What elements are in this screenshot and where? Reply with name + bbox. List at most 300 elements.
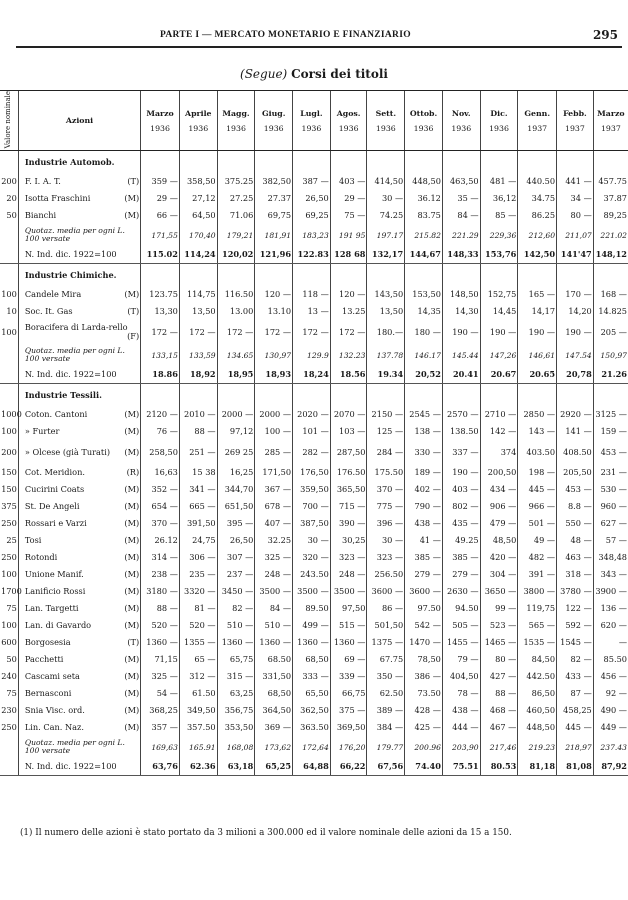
price-cell: 420 — xyxy=(480,549,518,566)
price-cell: 18,24 xyxy=(293,366,331,384)
stock-name: Boracifera di Larda-rello (F) xyxy=(18,320,140,344)
price-cell: 367 — xyxy=(255,481,293,498)
price-cell: 121,96 xyxy=(255,246,293,264)
price-cell: 390 — xyxy=(330,515,367,532)
price-cell: 403.50 xyxy=(518,440,557,464)
price-cell: 375 — xyxy=(330,702,367,719)
table-row xyxy=(0,320,628,344)
price-cell: 407 — xyxy=(255,515,293,532)
price-cell: 16,63 xyxy=(141,464,180,481)
price-cell: 205,50 xyxy=(557,464,594,481)
price-cell: 307 — xyxy=(217,549,255,566)
exchange-tag: (M) xyxy=(124,722,140,733)
index-row xyxy=(0,758,628,776)
price-cell: 212,60 xyxy=(518,224,557,246)
price-cell: 348,48 xyxy=(593,549,628,566)
table-row xyxy=(0,634,628,651)
price-cell: 448,50 xyxy=(518,719,557,736)
price-cell: 221.02 xyxy=(593,224,628,246)
stock-name: Candele Mira (M) xyxy=(18,286,140,303)
price-cell: 169,63 xyxy=(141,736,180,758)
price-cell: 78 — xyxy=(442,685,480,702)
price-cell: 119,75 xyxy=(518,600,557,617)
nominal-value: 250 xyxy=(1,552,17,563)
stock-name: Rotondi (M) xyxy=(18,549,140,566)
section-label: Industrie Automob. xyxy=(18,151,140,174)
price-cell: 1360 — xyxy=(141,634,180,651)
price-cell: 16,25 xyxy=(217,464,255,481)
price-cell: 341 — xyxy=(179,481,217,498)
price-cell: 654 — xyxy=(141,498,180,515)
price-cell: 357 — xyxy=(141,719,180,736)
nominal-value: 75 xyxy=(6,603,17,614)
price-cell: 21.26 xyxy=(593,366,628,384)
price-cell: 665 — xyxy=(179,498,217,515)
exchange-tag: (T) xyxy=(127,176,140,187)
price-cell: 172,64 xyxy=(293,736,331,758)
price-cell: 364,50 xyxy=(255,702,293,719)
price-cell: 435 — xyxy=(442,515,480,532)
price-cell: 13.00 xyxy=(217,303,255,320)
price-cell: 1360 — xyxy=(255,634,293,651)
price-cell: 330 — xyxy=(405,440,443,464)
price-cell: 138 — xyxy=(405,423,443,440)
price-cell: 198 — xyxy=(518,464,557,481)
price-cell: 375.25 xyxy=(217,173,255,190)
price-cell: 2000 — xyxy=(217,406,255,423)
table-row xyxy=(0,481,628,498)
price-cell: 200,50 xyxy=(480,464,518,481)
table-row xyxy=(0,651,628,668)
price-cell: 81 — xyxy=(179,600,217,617)
price-cell: 238 — xyxy=(141,566,180,583)
table-row xyxy=(0,440,628,464)
price-cell: 73.50 xyxy=(405,685,443,702)
price-cell: 14,17 xyxy=(518,303,557,320)
price-cell: 132,17 xyxy=(367,246,405,264)
price-cell: 34.75 xyxy=(518,190,557,207)
price-cell: 402 — xyxy=(405,481,443,498)
price-cell: 320 — xyxy=(293,549,331,566)
nominal-value: 150 xyxy=(1,467,17,478)
price-cell: 1355 — xyxy=(179,634,217,651)
stock-name: N. Ind. dic. 1922=100 xyxy=(18,246,140,264)
price-cell: 463 — xyxy=(557,549,594,566)
price-cell: 3780 — xyxy=(557,583,594,600)
stock-name: Lan. di Gavardo (M) xyxy=(18,617,140,634)
nominal-value xyxy=(0,344,18,366)
price-cell: 284 — xyxy=(367,440,405,464)
price-cell: 1465 — xyxy=(480,634,518,651)
price-cell: 173,62 xyxy=(255,736,293,758)
stock-name: Bianchi (M) xyxy=(18,207,140,224)
price-cell: 287,50 xyxy=(330,440,367,464)
exchange-tag: (M) xyxy=(124,518,140,529)
price-cell: 76 — xyxy=(141,423,180,440)
price-cell: 333 — xyxy=(293,668,331,685)
stock-name: » Olcese (già Turati) (M) xyxy=(18,440,140,464)
stock-name: Borgosesia (T) xyxy=(18,634,140,651)
exchange-tag: (M) xyxy=(124,501,140,512)
price-cell: 64,50 xyxy=(179,207,217,224)
nominal-value: 1000 xyxy=(1,409,22,420)
price-cell: 251 — xyxy=(179,440,217,464)
price-cell: 428 — xyxy=(405,702,443,719)
stock-name: Quotaz. media per ogni L. 100 versate xyxy=(18,224,140,246)
price-cell: 374 xyxy=(480,440,518,464)
price-cell: 97,12 xyxy=(217,423,255,440)
price-cell: 24,75 xyxy=(179,532,217,549)
price-cell: 285 — xyxy=(255,440,293,464)
stock-name: St. De Angeli (M) xyxy=(18,498,140,515)
price-cell: 175.50 xyxy=(367,464,405,481)
price-cell: 41 — xyxy=(405,532,443,549)
price-cell: 116.50 xyxy=(217,286,255,303)
stock-name: Quotaz. media per ogni L. 100 versate xyxy=(18,344,140,366)
price-cell: 3800 — xyxy=(518,583,557,600)
price-cell: 343 — xyxy=(593,566,628,583)
price-cell: 82 — xyxy=(217,600,255,617)
price-cell: 200.96 xyxy=(405,736,443,758)
stock-prices-table xyxy=(0,90,628,776)
exchange-tag: (M) xyxy=(124,586,140,597)
exchange-tag: (M) xyxy=(124,603,140,614)
price-cell: 458,25 xyxy=(557,702,594,719)
nominal-value xyxy=(0,366,18,384)
price-cell: 408.50 xyxy=(557,440,594,464)
price-cell: 467 — xyxy=(480,719,518,736)
exchange-tag: (M) xyxy=(124,193,140,204)
price-cell: 115.02 xyxy=(141,246,180,264)
section-title: PARTE I — MERCATO MONETARIO E FINANZIARIO xyxy=(160,30,411,40)
price-cell: 80.53 xyxy=(480,758,518,776)
price-cell: 13,50 xyxy=(179,303,217,320)
price-cell: 153,50 xyxy=(405,286,443,303)
price-cell: 219.23 xyxy=(518,736,557,758)
price-cell: 168,08 xyxy=(217,736,255,758)
exchange-tag: (M) xyxy=(124,210,140,221)
price-cell: 3600 — xyxy=(405,583,443,600)
price-cell: 143,50 xyxy=(367,286,405,303)
price-cell: 190 — xyxy=(518,320,557,344)
price-cell: 449 — xyxy=(593,719,628,736)
price-cell: 74.25 xyxy=(367,207,405,224)
price-cell: 30 — xyxy=(367,190,405,207)
price-cell: 221.29 xyxy=(442,224,480,246)
price-cell: 3900 — xyxy=(593,583,628,600)
price-cell: 211,07 xyxy=(557,224,594,246)
month-header: Marzo 1936 xyxy=(141,91,180,151)
price-cell: 248 — xyxy=(330,566,367,583)
price-cell: 523 — xyxy=(480,617,518,634)
price-cell: 353,50 xyxy=(217,719,255,736)
price-cell: 82 — xyxy=(557,651,594,668)
price-cell: 282 — xyxy=(293,440,331,464)
price-cell: 404,50 xyxy=(442,668,480,685)
price-cell: 627 — xyxy=(593,515,628,532)
price-cell: 960 — xyxy=(593,498,628,515)
price-cell: 180.— xyxy=(367,320,405,344)
nominal-value: 50 xyxy=(6,654,17,665)
price-cell: 269 25 xyxy=(217,440,255,464)
month-header: Genn. 1937 xyxy=(518,91,557,151)
table-body xyxy=(0,151,628,776)
price-cell: 36,12 xyxy=(480,190,518,207)
price-cell: 3320 — xyxy=(179,583,217,600)
price-cell: 463,50 xyxy=(442,173,480,190)
quotation-row xyxy=(0,736,628,758)
price-cell: 172 — xyxy=(293,320,331,344)
price-cell: 134.65 xyxy=(217,344,255,366)
exchange-tag: (M) xyxy=(124,484,140,495)
price-cell: 13,50 xyxy=(367,303,405,320)
nominal-value: 10 xyxy=(6,306,17,317)
price-cell: 318 — xyxy=(557,566,594,583)
price-cell: 2120 — xyxy=(141,406,180,423)
price-cell: 315 — xyxy=(217,668,255,685)
price-cell: 510 — xyxy=(255,617,293,634)
price-cell: 191 95 xyxy=(330,224,367,246)
price-cell: 88 — xyxy=(141,600,180,617)
stock-name: Snia Visc. ord. (M) xyxy=(18,702,140,719)
exchange-tag: (T) xyxy=(127,637,140,648)
price-cell: 550 — xyxy=(557,515,594,532)
price-cell: 133,15 xyxy=(141,344,180,366)
price-cell: 190 — xyxy=(557,320,594,344)
price-cell: 94.50 xyxy=(442,600,480,617)
price-cell: 30 — xyxy=(293,532,331,549)
price-cell: 3500 — xyxy=(293,583,331,600)
table-caption xyxy=(0,67,628,81)
price-cell: 86.25 xyxy=(518,207,557,224)
price-cell: 203,90 xyxy=(442,736,480,758)
price-cell: 337 — xyxy=(442,440,480,464)
price-cell: 74.40 xyxy=(405,758,443,776)
exchange-tag: (M) xyxy=(124,654,140,665)
price-cell: 369,50 xyxy=(330,719,367,736)
table-row xyxy=(0,600,628,617)
price-cell: 1455 — xyxy=(442,634,480,651)
table-row xyxy=(0,190,628,207)
stock-name: Lin. Can. Naz. (M) xyxy=(18,719,140,736)
nominal-value xyxy=(0,736,18,758)
nominal-value: 25 xyxy=(6,535,17,546)
price-cell: 403 — xyxy=(330,173,367,190)
exchange-tag: (F) xyxy=(127,331,140,342)
stock-name: » Furter (M) xyxy=(18,423,140,440)
price-cell: 678 — xyxy=(255,498,293,515)
price-cell: 128 68 xyxy=(330,246,367,264)
month-header: Nov. 1936 xyxy=(442,91,480,151)
price-cell: 444 — xyxy=(442,719,480,736)
price-cell: 1360 — xyxy=(217,634,255,651)
price-cell: 118 — xyxy=(293,286,331,303)
price-cell: 453 — xyxy=(557,481,594,498)
price-cell: 359 — xyxy=(141,173,180,190)
exchange-tag: (M) xyxy=(124,535,140,546)
price-cell: 258,50 xyxy=(141,440,180,464)
price-cell: 114,75 xyxy=(179,286,217,303)
price-cell: 34 — xyxy=(557,190,594,207)
price-cell: 27.37 xyxy=(255,190,293,207)
price-cell: 71.06 xyxy=(217,207,255,224)
price-cell: 168 — xyxy=(593,286,628,303)
price-cell: 306 — xyxy=(179,549,217,566)
month-header: Febb. 1937 xyxy=(557,91,594,151)
nominal-value: 100 xyxy=(1,326,17,337)
price-cell: 438 — xyxy=(442,702,480,719)
price-cell: 64,88 xyxy=(293,758,331,776)
exchange-tag: (M) xyxy=(124,620,140,631)
price-cell: 170 — xyxy=(557,286,594,303)
price-cell: 172 — xyxy=(330,320,367,344)
price-cell: 49 — xyxy=(518,532,557,549)
price-cell: 368,25 xyxy=(141,702,180,719)
price-cell: 2150 — xyxy=(367,406,405,423)
nominal-value: 100 xyxy=(1,289,17,300)
stock-name: Isotta Fraschini (M) xyxy=(18,190,140,207)
exchange-tag: (M) xyxy=(124,688,140,699)
nominal-value: 250 xyxy=(1,518,17,529)
valore-header: Valore nominale xyxy=(0,91,18,151)
price-cell: 2920 — xyxy=(557,406,594,423)
price-cell: 3500 — xyxy=(330,583,367,600)
price-cell: 63,18 xyxy=(217,758,255,776)
price-cell: 20.67 xyxy=(480,366,518,384)
price-cell: 13 — xyxy=(293,303,331,320)
price-cell: 27.25 xyxy=(217,190,255,207)
table-header-row xyxy=(0,91,628,151)
price-cell: 80 — xyxy=(480,651,518,668)
price-cell: 215.82 xyxy=(405,224,443,246)
price-cell: 68,50 xyxy=(255,685,293,702)
price-cell: 67,56 xyxy=(367,758,405,776)
price-cell: 141 — xyxy=(557,423,594,440)
price-cell: 63,76 xyxy=(141,758,180,776)
price-cell: 456 — xyxy=(593,668,628,685)
price-cell: 147.54 xyxy=(557,344,594,366)
table-row xyxy=(0,173,628,190)
price-cell: 13,30 xyxy=(141,303,180,320)
price-cell: 159 — xyxy=(593,423,628,440)
price-cell: 505 — xyxy=(442,617,480,634)
section-row xyxy=(0,151,628,174)
price-cell: 14,35 xyxy=(405,303,443,320)
price-cell: 256.50 xyxy=(367,566,405,583)
quotation-row xyxy=(0,224,628,246)
price-cell: 197.17 xyxy=(367,224,405,246)
table-row xyxy=(0,583,628,600)
price-cell: — xyxy=(593,634,628,651)
price-cell: 385 — xyxy=(405,549,443,566)
nominal-value xyxy=(0,224,18,246)
stock-name: Soc. It. Gas (T) xyxy=(18,303,140,320)
price-cell: 440.50 xyxy=(518,173,557,190)
price-cell: 2630 — xyxy=(442,583,480,600)
price-cell: 152,75 xyxy=(480,286,518,303)
price-cell: 49.25 xyxy=(442,532,480,549)
price-cell: 218,97 xyxy=(557,736,594,758)
nominal-value: 100 xyxy=(1,426,17,437)
price-cell: 565 — xyxy=(518,617,557,634)
price-cell: 172 — xyxy=(141,320,180,344)
price-cell: 1360 — xyxy=(330,634,367,651)
price-cell: 36.12 xyxy=(405,190,443,207)
price-cell: 133,59 xyxy=(179,344,217,366)
price-cell: 385 — xyxy=(442,549,480,566)
price-cell: 146,61 xyxy=(518,344,557,366)
exchange-tag: (R) xyxy=(126,467,140,478)
price-cell: 171,55 xyxy=(141,224,180,246)
month-header: Agos. 1936 xyxy=(330,91,367,151)
price-cell: 434 — xyxy=(480,481,518,498)
nominal-value xyxy=(0,246,18,264)
price-cell: 66,22 xyxy=(330,758,367,776)
price-cell: 99 — xyxy=(480,600,518,617)
price-cell: 86 — xyxy=(367,600,405,617)
price-cell: 8.8 — xyxy=(557,498,594,515)
price-cell: 1360 — xyxy=(293,634,331,651)
stock-name: Lan. Targetti (M) xyxy=(18,600,140,617)
price-cell: 460,50 xyxy=(518,702,557,719)
price-cell: 237 — xyxy=(217,566,255,583)
section-label: Industrie Chimiche. xyxy=(18,264,140,287)
price-cell: 75.51 xyxy=(442,758,480,776)
price-cell: 349,50 xyxy=(179,702,217,719)
price-cell: 3600 — xyxy=(367,583,405,600)
price-cell: 370 — xyxy=(367,481,405,498)
table-row xyxy=(0,406,628,423)
price-cell: 592 — xyxy=(557,617,594,634)
price-cell: 171,50 xyxy=(255,464,293,481)
price-cell: 490 — xyxy=(593,702,628,719)
price-cell: 396 — xyxy=(367,515,405,532)
nominal-value: 1700 xyxy=(1,586,22,597)
exchange-tag: (M) xyxy=(124,671,140,682)
price-cell: 520 — xyxy=(141,617,180,634)
price-cell: 100 — xyxy=(255,423,293,440)
price-cell: 65,75 xyxy=(217,651,255,668)
price-cell: 145.44 xyxy=(442,344,480,366)
price-cell: 137.78 xyxy=(367,344,405,366)
price-cell: 2020 — xyxy=(293,406,331,423)
price-cell: 314 — xyxy=(141,549,180,566)
nominal-value: 200 xyxy=(1,446,17,457)
price-cell: 205 — xyxy=(593,320,628,344)
price-cell: 153,76 xyxy=(480,246,518,264)
price-cell: 427 — xyxy=(480,668,518,685)
price-cell: 65,50 xyxy=(293,685,331,702)
price-cell: 2710 — xyxy=(480,406,518,423)
price-cell: 13.25 xyxy=(330,303,367,320)
month-header: Magg. 1936 xyxy=(217,91,255,151)
price-cell: 179,21 xyxy=(217,224,255,246)
price-cell: 147,26 xyxy=(480,344,518,366)
price-cell: 395 — xyxy=(217,515,255,532)
price-cell: 3180 — xyxy=(141,583,180,600)
price-cell: 384 — xyxy=(367,719,405,736)
price-cell: 129.9 xyxy=(293,344,331,366)
price-cell: 445 — xyxy=(557,719,594,736)
stock-name: Bernasconi (M) xyxy=(18,685,140,702)
price-cell: 481 — xyxy=(480,173,518,190)
price-cell: 391,50 xyxy=(179,515,217,532)
month-header: Ottob. 1936 xyxy=(405,91,443,151)
price-cell: 620 — xyxy=(593,617,628,634)
price-cell: 37.87 xyxy=(593,190,628,207)
price-cell: 2545 — xyxy=(405,406,443,423)
stock-name: N. Ind. dic. 1922=100 xyxy=(18,366,140,384)
